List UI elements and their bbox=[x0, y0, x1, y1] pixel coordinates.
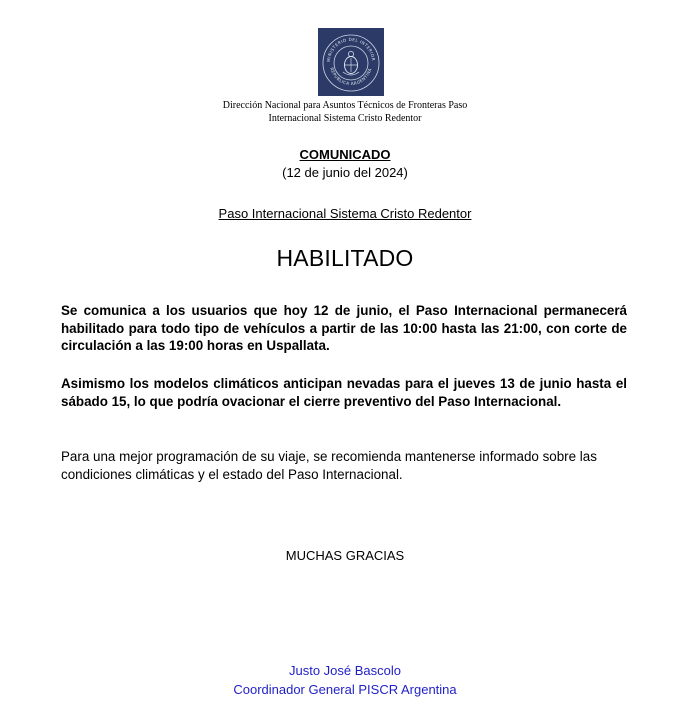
svg-text:REPUBLICA ARGENTINA: REPUBLICA ARGENTINA bbox=[329, 66, 373, 87]
svg-text:MINISTERIO DEL INTERIOR: MINISTERIO DEL INTERIOR bbox=[325, 36, 377, 63]
signature-name: Justo José Bascolo bbox=[288, 663, 401, 678]
org-name-line-2: Internacional Sistema Cristo Redentor bbox=[268, 113, 422, 124]
border-crossing-name: Paso Internacional Sistema Cristo Redentor bbox=[218, 206, 472, 221]
status-heading: HABILITADO bbox=[276, 245, 414, 271]
closing-thanks: MUCHAS GRACIAS bbox=[285, 548, 405, 563]
signature-role: Coordinador General PISCR Argentina bbox=[233, 682, 457, 697]
notice-title: COMUNICADO bbox=[299, 147, 391, 162]
org-name-line-1: Dirección Nacional para Asuntos Técnicos de Fronteras Paso bbox=[222, 100, 468, 111]
body-paragraph-1: Se comunica a los usuarios que hoy 12 de junio, el Paso Internacional permanecerá habilitado para todo tipo de vehículos a partir de las 10:00 hasta las 21:00, con corte de circulación a las 19:00 horas en Uspallata. bbox=[61, 303, 627, 353]
ministry-seal-icon bbox=[318, 28, 384, 96]
notice-date: (12 de junio del 2024) bbox=[282, 165, 408, 180]
body-paragraph-2: Asimismo los modelos climáticos anticipan nevadas para el jueves 13 de junio hasta el sábado 15, lo que podría ovacionar el cierre preventivo del Paso Internacional. bbox=[61, 376, 627, 409]
body-paragraph-3: Para una mejor programación de su viaje, se recomienda mantenerse informado sobre las condiciones climáticas y el estado del Paso Internacional. bbox=[61, 449, 597, 482]
